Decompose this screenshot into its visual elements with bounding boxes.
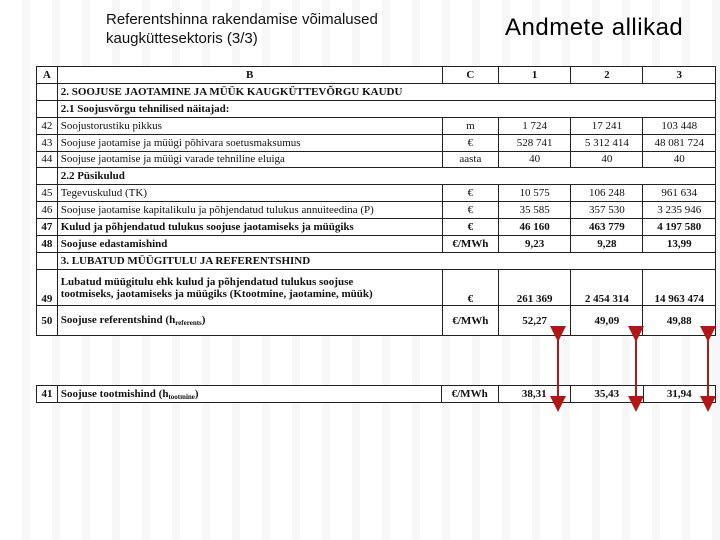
- row-number: 44: [37, 151, 58, 168]
- row-unit: €: [442, 219, 499, 236]
- row-number: 50: [37, 306, 58, 336]
- row-label: Soojustorustiku pikkus: [57, 117, 442, 134]
- row-value-1: 9,23: [499, 236, 571, 253]
- row-value-3: 49,88: [643, 306, 716, 336]
- row-unit: €/MWh: [442, 236, 499, 253]
- section-title-2-2: 2.2 Püsikulud: [57, 168, 715, 185]
- row-label-line1: Lubatud müügitulu ehk kulud ja põhjendatud tulukus soojuse: [60, 275, 354, 288]
- section-title-2-1: 2.1 Soojusvõrgu tehnilised näitajad:: [57, 100, 715, 117]
- row-label: Soojuse tootmishind $(h_{tootmine})$: [57, 386, 441, 403]
- row-value-1: 46 160: [499, 219, 571, 236]
- row-label: Soojuse edastamishind: [57, 236, 442, 253]
- row-value-2: 40: [571, 151, 643, 168]
- row-value-3: 40: [643, 151, 716, 168]
- row-label-line2: tootmiseks, jaotamiseks ja müügiks (Ktootmine, jaotamine, müük): [60, 287, 373, 300]
- slide-title-line1: Referentshinna rakendamise võimalused: [106, 11, 378, 28]
- row-label: Soojuse jaotamise kapitalikulu ja põhjendatud tulukus annuiteedina (P): [57, 202, 442, 219]
- row-value-2: 5 312 414: [571, 134, 643, 151]
- row-value-1: 38,31: [498, 386, 570, 403]
- col-header-b: B: [57, 67, 442, 84]
- col-header-2: 2: [571, 67, 643, 84]
- row-value-2: 106 248: [571, 185, 643, 202]
- row-number: 42: [37, 117, 58, 134]
- row-unit: m: [442, 117, 499, 134]
- row-label: Kulud ja põhjendatud tulukus soojuse jaotamiseks ja müügiks: [57, 219, 442, 236]
- row-value-1: 40: [499, 151, 571, 168]
- row-number: 48: [37, 236, 58, 253]
- row-value-3: 103 448: [643, 117, 716, 134]
- row-unit: €: [442, 202, 499, 219]
- row-unit: €/MWh: [441, 386, 498, 403]
- row-unit: €: [442, 134, 499, 151]
- row-unit: €/MWh: [442, 306, 499, 336]
- row-value-2: 17 241: [571, 117, 643, 134]
- row-value-1: 1 724: [499, 117, 571, 134]
- row-value-1: 10 575: [499, 185, 571, 202]
- slide-title-line2: kaugküttesektoris (3/3): [106, 30, 258, 47]
- col-header-c: C: [442, 67, 499, 84]
- row-value-3: 14 963 474: [643, 270, 716, 306]
- row-label: Soojuse referentshind $(h_{referents})$: [57, 306, 442, 336]
- row-value-1: 528 741: [499, 134, 571, 151]
- row-label: Soojuse jaotamise ja müügi põhivara soetusmaksumus: [57, 134, 442, 151]
- section-title-2: 2. SOOJUSE JAOTAMINE JA MÜÜK KAUGKÜTTEVÕRGU KAUDU: [57, 83, 715, 100]
- row-number: 49: [37, 270, 58, 306]
- row-number: 47: [37, 219, 58, 236]
- row-value-2: 463 779: [571, 219, 643, 236]
- row-value-1: 35 585: [499, 202, 571, 219]
- row-label: Tegevuskulud (TK): [57, 185, 442, 202]
- row-value-2: 35,43: [571, 386, 643, 403]
- col-header-a: A: [37, 67, 58, 84]
- row-value-3: 3 235 946: [643, 202, 716, 219]
- row-value-1: 261 369: [499, 270, 571, 306]
- row-value-2: 357 530: [571, 202, 643, 219]
- row-number: 43: [37, 134, 58, 151]
- row-value-3: 13,99: [643, 236, 716, 253]
- row-value-2: 49,09: [571, 306, 643, 336]
- row-unit: €: [442, 270, 499, 306]
- row-value-3: 4 197 580: [643, 219, 716, 236]
- row-number: 46: [37, 202, 58, 219]
- col-header-3: 3: [643, 67, 716, 84]
- row-value-2: 2 454 314: [571, 270, 643, 306]
- row-value-3: 48 081 724: [643, 134, 716, 151]
- sources-heading: Andmete allikad: [505, 14, 684, 41]
- row-value-3: 961 634: [643, 185, 716, 202]
- row-unit: aasta: [442, 151, 499, 168]
- col-header-1: 1: [499, 67, 571, 84]
- row-value-2: 9,28: [571, 236, 643, 253]
- row-value-1: 52,27: [499, 306, 571, 336]
- row-label: Soojuse jaotamise ja müügi varade tehniline eluiga: [57, 151, 442, 168]
- row-number: 45: [37, 185, 58, 202]
- row-value-3: 31,94: [643, 386, 716, 403]
- row-unit: €: [442, 185, 499, 202]
- section-title-3: 3. LUBATUD MÜÜGITULU JA REFERENTSHIND: [57, 252, 715, 269]
- row-number: 41: [37, 386, 58, 403]
